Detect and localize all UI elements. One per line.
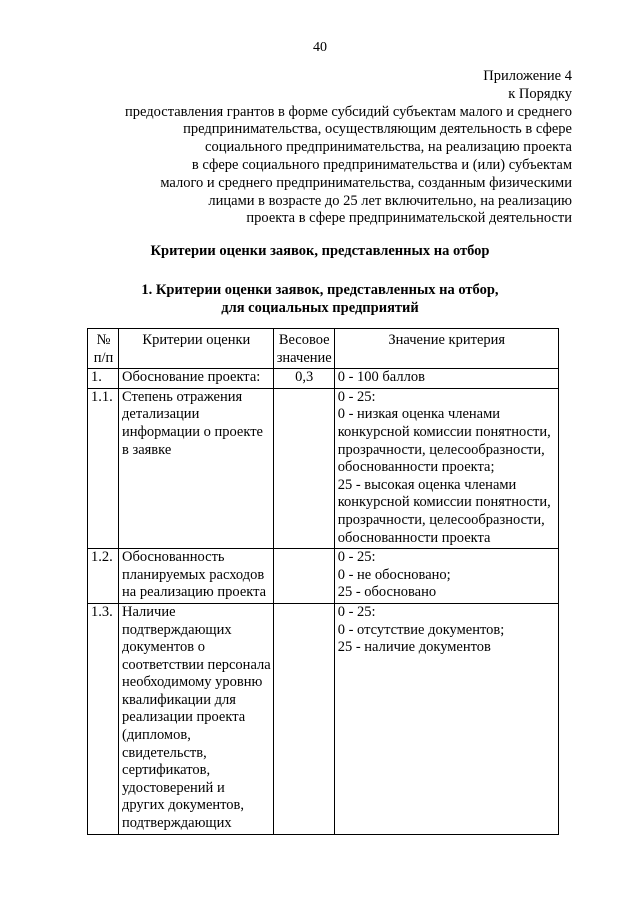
row-weight [273,388,334,548]
row-weight [273,549,334,604]
row-weight: 0,3 [273,369,334,389]
row-criterion [119,369,274,389]
cell-line: прозрачности, целесообразности, [337,511,545,528]
cell-line: Критерии оценки [142,332,251,348]
appendix-line: предпринимательства, осуществляющим деятельность в сфере [183,121,572,138]
table-row [88,603,559,834]
cell-line: необходимому уровню [122,674,263,691]
cell-line: других документов, [122,797,245,814]
cell-line: Обоснование проекта: [122,369,261,386]
cell-line: 25 - высокая оценка членами [337,476,517,493]
cell-line: 25 - наличие документов [337,639,491,656]
cell-line: 0 - 100 баллов [337,369,425,386]
cell-line: 25 - обосновано [337,584,437,601]
row-number: 1.1. [88,388,119,548]
cell-line: детализации [122,406,200,423]
header-criterion [119,329,274,369]
appendix-line: малого и среднего предпринимательства, созданным физическими [160,174,572,191]
cell-line: Значение критерия [388,332,506,348]
appendix-line: Приложение 4 [483,68,572,84]
appendix-line: предоставления грантов в форме субсидий субъектам малого и среднего [125,103,572,120]
appendix-line: к Порядку [508,85,572,102]
cell-line: подтверждающих [122,815,232,832]
table-row [88,369,559,389]
cell-line: в заявке [122,441,172,458]
cell-line: значение [276,349,332,366]
appendix-line: социального предпринимательства, на реализацию проекта [205,139,572,156]
appendix-line: в сфере социального предпринимательства и (или) субъектам [191,156,572,173]
table-row [88,549,559,604]
cell-line: квалификации для [122,691,236,708]
cell-line: реализации проекта [122,709,246,726]
cell-line: обоснованности проекта [337,529,491,546]
header-weight [273,329,334,369]
cell-line: свидетельств, [122,744,207,761]
row-number: 1.2. [88,549,119,604]
cell-line: обоснованности проекта; [337,459,495,476]
cell-line: удостоверений и [122,779,225,796]
cell-line: Наличие [122,603,176,620]
cell-line: 0 - отсутствие документов; [337,621,505,638]
appendix-header [72,68,572,228]
row-value [334,388,558,548]
cell-line: планируемых расходов [122,566,265,583]
cell-line: конкурсной комиссии понятности, [337,494,551,511]
cell-line: Обоснованность [122,549,225,566]
row-criterion [119,549,274,604]
page-number: 40 [313,40,327,55]
header-value [334,329,558,369]
section-title-line: 1. Критерии оценки заявок, представленных на отбор, [141,282,499,298]
cell-line: Степень отражения [122,388,243,405]
cell-line: документов о [122,639,206,656]
document-title: Критерии оценки заявок, представленных на отбор [150,243,490,259]
row-number: 1. [88,369,119,389]
row-number: 1.3. [88,603,119,834]
criteria-table [87,328,559,835]
row-value [334,549,558,604]
cell-line: подтверждающих [122,621,232,638]
row-value [334,369,558,389]
row-criterion [119,388,274,548]
cell-line: (дипломов, [122,727,191,744]
cell-line: Весовое [278,332,330,348]
appendix-line: лицами в возрасте до 25 лет включительно, на реализацию [208,192,572,209]
row-weight [273,603,334,834]
cell-line: прозрачности, целесообразности, [337,441,545,458]
section-title [0,281,640,317]
cell-line: соответствии персонала [122,656,271,673]
header-number [88,329,119,369]
cell-line: 0 - 25: [337,388,376,405]
table-header-row [88,329,559,369]
cell-line: 0 - низкая оценка членами [337,406,501,423]
cell-line: сертификатов, [122,762,211,779]
cell-line: на реализацию проекта [122,584,267,601]
appendix-line: проекта в сфере предпринимательской деятельности [246,210,572,227]
cell-line: информации о проекте [122,423,263,440]
cell-line: 0 - 25: [337,549,376,566]
cell-line: № [96,332,111,348]
cell-line: п/п [93,349,114,366]
cell-line: 0 - не обосновано; [337,566,451,583]
row-value [334,603,558,834]
row-criterion [119,603,274,834]
cell-line: 0 - 25: [337,603,376,620]
cell-line: конкурсной комиссии понятности, [337,423,551,440]
section-title-line: для социальных предприятий [221,300,419,316]
table-row [88,388,559,548]
